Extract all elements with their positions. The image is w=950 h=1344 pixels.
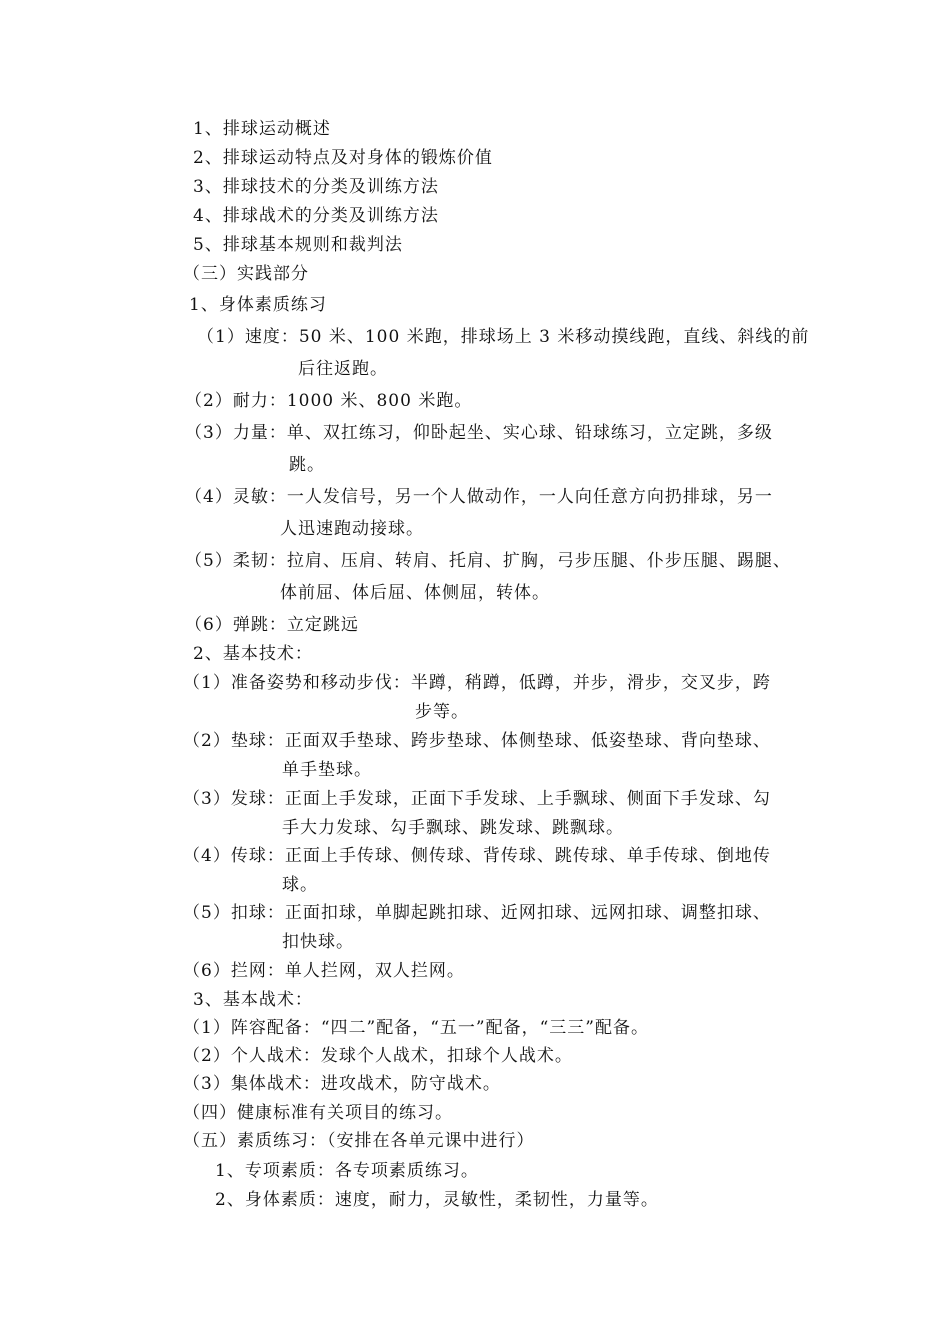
tactics-item-team: （3）集体战术：进攻战术，防守战术。 — [183, 1074, 501, 1094]
fitness-item-strength-continued: 跳。 — [289, 455, 325, 475]
technique-item-serve-continued: 手大力发球、勾手飘球、跳发球、跳飘球。 — [282, 818, 624, 838]
section-heading-quality: （五）素质练习：（安排在各单元课中进行） — [183, 1131, 535, 1151]
fitness-item-flexibility-continued: 体前屈、体后屈、体侧屈，转体。 — [280, 583, 550, 603]
technique-item-spike: （5）扣球：正面扣球，单脚起跳扣球、近网扣球、远网扣球、调整扣球、 — [183, 903, 771, 923]
fitness-item-strength: （3）力量：单、双扛练习，仰卧起坐、实心球、铅球练习，立定跳，多级 — [185, 423, 773, 443]
subsection-title-fitness: 1、身体素质练习 — [189, 295, 327, 315]
fitness-item-jump: （6）弹跳：立定跳远 — [185, 615, 359, 635]
fitness-item-agility-continued: 人迅速跑动接球。 — [280, 519, 424, 539]
fitness-item-agility: （4）灵敏：一人发信号，另一个人做动作，一人向任意方向扔排球，另一 — [185, 487, 773, 507]
quality-item: 1、专项素质：各专项素质练习。 — [215, 1161, 479, 1181]
section-heading-practice: （三）实践部分 — [183, 264, 309, 284]
technique-item-ready-continued: 步等。 — [415, 702, 469, 722]
fitness-item-speed: （1）速度：50 米、100 米跑，排球场上 3 米移动摸线跑，直线、斜线的前 — [197, 327, 810, 347]
technique-item-set: （4）传球：正面上手传球、侧传球、背传球、跳传球、单手传球、倒地传 — [183, 846, 771, 866]
tactics-item-formation: （1）阵容配备：“四二”配备，“五一”配备，“三三”配备。 — [183, 1018, 649, 1038]
technique-item-dig-continued: 单手垫球。 — [282, 760, 372, 780]
tactics-item-individual: （2）个人战术：发球个人战术，扣球个人战术。 — [183, 1046, 573, 1066]
technique-item-ready: （1）准备姿势和移动步伐：半蹲，稍蹲，低蹲，并步，滑步，交叉步，跨 — [183, 673, 771, 693]
theory-item: 4、排球战术的分类及训练方法 — [193, 206, 439, 226]
theory-item: 1、排球运动概述 — [193, 119, 331, 139]
subsection-title-tactics: 3、基本战术： — [193, 990, 313, 1010]
technique-item-serve: （3）发球：正面上手发球，正面下手发球、上手飘球、侧面下手发球、勾 — [183, 789, 771, 809]
fitness-item-endurance: （2）耐力：1000 米、800 米跑。 — [185, 391, 473, 411]
technique-item-dig: （2）垫球：正面双手垫球、跨步垫球、体侧垫球、低姿垫球、背向垫球、 — [183, 731, 771, 751]
technique-item-block: （6）拦网：单人拦网，双人拦网。 — [183, 961, 465, 981]
technique-item-spike-continued: 扣快球。 — [282, 932, 354, 952]
subsection-title-technique: 2、基本技术： — [193, 644, 313, 664]
technique-item-set-continued: 球。 — [282, 875, 318, 895]
quality-item: 2、身体素质：速度，耐力，灵敏性，柔韧性，力量等。 — [215, 1190, 659, 1210]
fitness-item-speed-continued: 后往返跑。 — [298, 359, 388, 379]
theory-item: 3、排球技术的分类及训练方法 — [193, 177, 439, 197]
theory-item: 2、排球运动特点及对身体的锻炼价值 — [193, 148, 493, 168]
section-heading-health: （四）健康标准有关项目的练习。 — [183, 1103, 453, 1123]
fitness-item-flexibility: （5）柔韧：拉肩、压肩、转肩、托肩、扩胸，弓步压腿、仆步压腿、踢腿、 — [185, 551, 791, 571]
theory-item: 5、排球基本规则和裁判法 — [193, 235, 403, 255]
